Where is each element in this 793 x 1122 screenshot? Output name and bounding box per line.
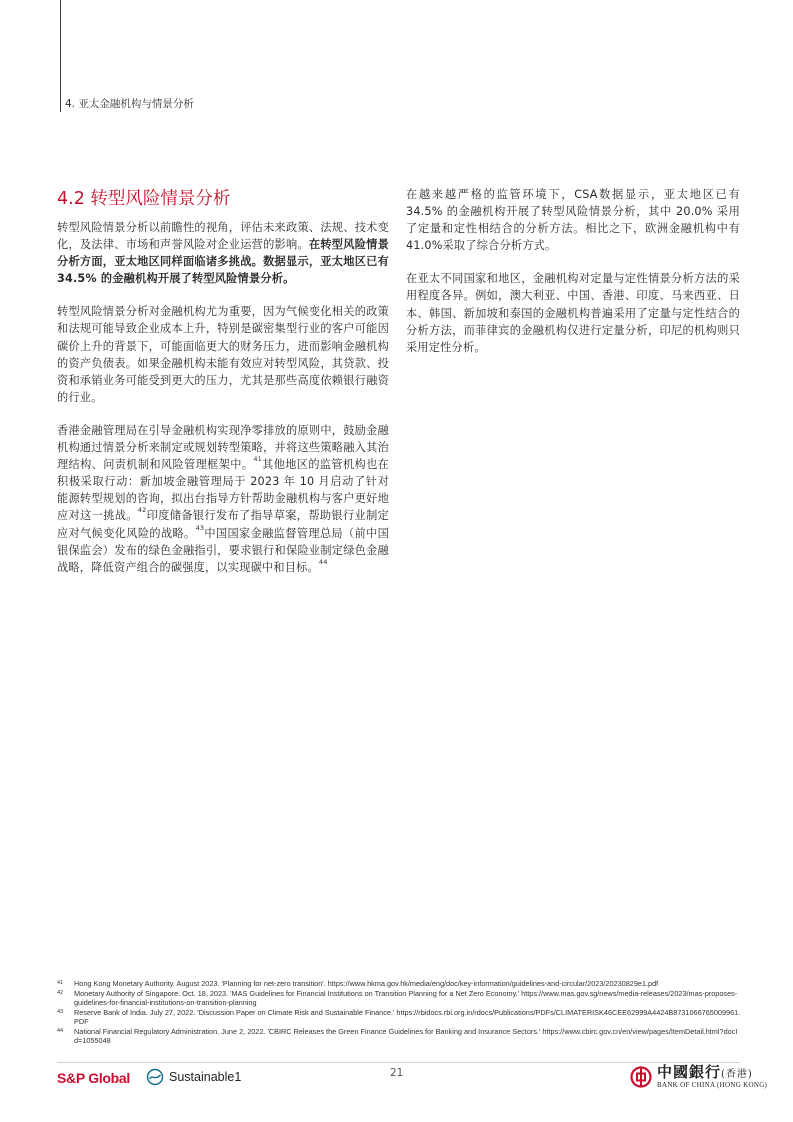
sustainable1-icon bbox=[146, 1068, 164, 1086]
footnote-item bbox=[57, 1027, 741, 1045]
left-column bbox=[57, 219, 389, 592]
footnote-number: 42 bbox=[57, 989, 64, 996]
paragraph-intro bbox=[57, 219, 389, 287]
intro-text: 转型风险情景分析以前瞻性的视角，评估未来政策、法规、技术变化，及法律、市场和声誉风险对企业运营的影响。 bbox=[57, 221, 389, 252]
intro-bold-text: 在转型风险情景分析方面，亚太地区同样面临诸多挑战。数据显示，亚太地区已有 34.5% 的金融机构开展了转型风险情景分析。 bbox=[57, 238, 389, 286]
regulators-hkma: 香港金融管理局在引导金融机构实现净零排放的原则中，鼓励金融机构通过情景分析来制定或规划转型策略，并将这些策略融入其治理结构、问责机制和风险管理框架中。 bbox=[57, 423, 389, 472]
footnote-ref-43[interactable]: 43 bbox=[195, 523, 205, 532]
footnote-number: 43 bbox=[57, 1008, 64, 1015]
bank-of-china-logo bbox=[630, 1065, 767, 1089]
regulators-nfra: 中国国家金融监督管理总局（前中国银保监会）发布的绿色金融指引，要求银行和保险业制定绿色金融战略，降低资产组合的碳强度，以实现碳中和目标。 bbox=[57, 526, 390, 574]
boc-chinese-name: 中國銀行(香港) bbox=[657, 1063, 753, 1081]
footnote-text[interactable]: Reserve Bank of India. July 27, 2022. 'Discussion Paper on Climate Risk and Sustainable Finance.' https://rbidocs.rbi.org.in/rdocs/Publications/PDFs/CLIMATERISK46CEE62999A4424B8731066765009961.PDF bbox=[74, 1007, 741, 1026]
page-number: 21 bbox=[390, 1067, 404, 1079]
footnote-number: 44 bbox=[57, 1027, 64, 1034]
spglobal-logo: S&P Global bbox=[57, 1070, 130, 1086]
regulators-rbi: 印度储备银行发布了指导草案，帮助银行业制定应对气候变化风险的战略。 bbox=[57, 509, 390, 540]
sustainable1-logo bbox=[146, 1068, 241, 1086]
footnote-item bbox=[57, 979, 741, 988]
footnote-ref-44[interactable]: 44 bbox=[318, 557, 328, 566]
footnote-text[interactable]: National Financial Regulatory Administration. June 2, 2022. 'CBIRC Releases the Green Finance Guidelines for Banking and Insurance Sectors.' https://www.cbirc.gov.cn/en/view/pages/ItemDetail.html?docId=1055048 bbox=[74, 1026, 738, 1045]
footnotes bbox=[57, 979, 741, 1045]
breadcrumb: 4. 亚太金融机构与情景分析 bbox=[65, 98, 194, 110]
boc-emblem-icon bbox=[630, 1066, 652, 1088]
header-vertical-rule bbox=[60, 0, 61, 112]
paragraph-csa-data: 在越来越严格的监管环境下，CSA数据显示，亚太地区已有 34.5% 的金融机构开展了转型风险情景分析，其中 20.0% 采用了定量和定性相结合的分析方法。相比之下，欧洲金融机构中有41.0%采取了综合分析方式。 bbox=[406, 188, 740, 253]
footnote-item bbox=[57, 989, 741, 1007]
footnote-number: 41 bbox=[57, 980, 64, 986]
right-column bbox=[406, 186, 740, 372]
footnote-ref-42[interactable]: 42 bbox=[137, 506, 147, 515]
section-title: 4.2 转型风险情景分析 bbox=[57, 189, 231, 209]
footnote-text[interactable]: Hong Kong Monetary Authority. August 2023. 'Planning for net-zero transition'. https://www.hkma.gov.hk/media/eng/doc/key-information/guidelines-and-circular/2023/20230829e1.pdf bbox=[74, 979, 659, 988]
boc-name bbox=[657, 1065, 767, 1089]
footnote-item bbox=[57, 1008, 741, 1026]
paragraph-regulators bbox=[57, 422, 389, 576]
paragraph-country-differences: 在亚太不同国家和地区，金融机构对定量与定性情景分析方法的采用程度各异。例如，澳大利亚、中国、香港、印度、马来西亚、日本、韩国、新加坡和泰国的金融机构普遍采用了定量与定性结合的分析方法，而菲律宾的金融机构仅进行定量分析，印尼的机构则只采用定性分析。 bbox=[406, 272, 740, 354]
sustainable1-text: Sustainable1 bbox=[169, 1070, 242, 1084]
footnote-ref-41[interactable]: 41 bbox=[253, 455, 262, 464]
footer-divider bbox=[57, 1062, 740, 1063]
boc-english-name: BANK OF CHINA (HONG KONG) bbox=[657, 1081, 768, 1089]
footnote-text[interactable]: Monetary Authority of Singapore. Oct. 18, 2023. 'MAS Guidelines for Financial Institutions on Transition Planning for a Net Zero Economy.' https://www.mas.gov.sg/news/media-releases/2023/mas-proposes-guidelines-for-financial-institutions-on-transition-planning bbox=[74, 988, 738, 1007]
regulators-mas: 其他地区的监管机构也在积极采取行动：新加坡金融管理局于 2023 年 10 月启动了针对能源转型规划的咨询，拟出台指导方针帮助金融机构与客户更好地应对这一挑战。 bbox=[57, 458, 390, 523]
paragraph-importance: 转型风险情景分析对金融机构尤为重要，因为气候变化相关的政策和法规可能导致企业成本上升，特别是碳密集型行业的客户可能因碳价上升的背景下，可能面临更大的财务压力，进而影响金融机构的资产负债表。如果金融机构未能有效应对转型风险，其贷款、投资和承销业务可能受到更大的压力，尤其是那些高度依赖银行融资的行业。 bbox=[57, 305, 389, 404]
